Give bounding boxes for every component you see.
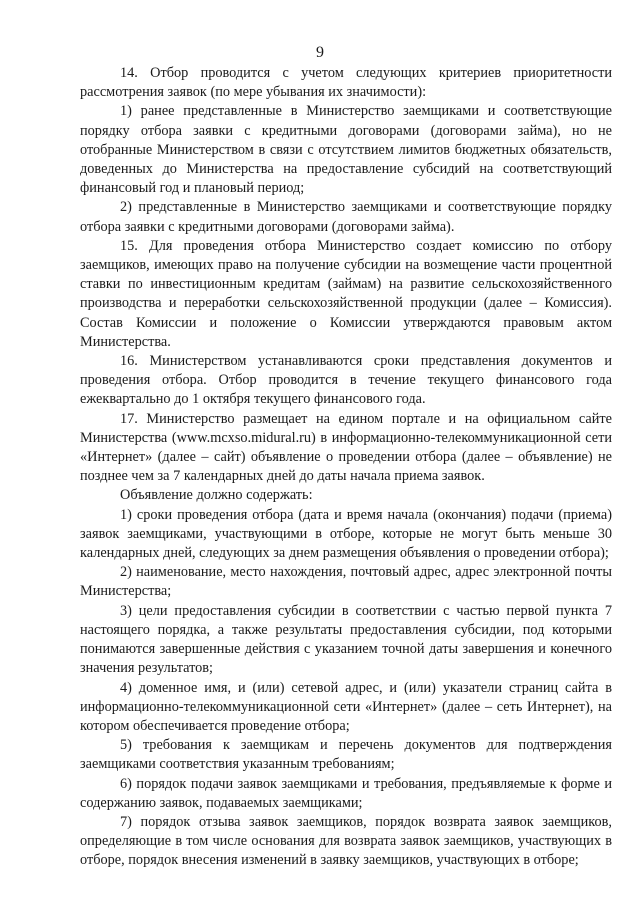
paragraph-criterion-2: 2) представленные в Министерство заемщиками и соответствующие порядку отбора заявки с кредитными договорами (договорами займа). — [80, 199, 612, 235]
paragraph-announcement-contents-intro: Объявление должно содержать: — [120, 487, 313, 504]
paragraph-17-announcement: 17. Министерство размещает на едином портале и на официальном сайте Министерства (www.mcxso.midural.ru) в информационно-телекоммуникационной сети «Интернет» (далее – сайт) объявление о проведении отбора (далее – объявление) не позднее чем за 7 календарных дней до даты начала приема заявок. — [80, 410, 612, 485]
paragraph-item-2-address: 2) наименование, место нахождения, почтовый адрес, адрес электронной почты Министерства; — [80, 564, 612, 600]
paragraph-14-criteria: 14. Отбор проводится с учетом следующих критериев приоритетности рассмотрения заявок (по мере убывания их значимости): — [80, 65, 612, 101]
page-number: 9 — [316, 44, 324, 61]
paragraph-item-5-requirements: 5) требования к заемщикам и перечень документов для подтверждения заемщиками соответствия указанным требованиям; — [80, 737, 612, 773]
document-body — [80, 64, 612, 871]
paragraph-item-3-goals: 3) цели предоставления субсидии в соответствии с частью первой пункта 7 настоящего порядка, а также результаты предоставления субсидии, под которыми понимаются завершенные действия с указанием точной даты завершения и конечного значения результатов; — [80, 602, 612, 677]
paragraph-item-4-domain: 4) доменное имя, и (или) сетевой адрес, и (или) указатели страниц сайта в информационно-телекоммуникационной сети «Интернет» (далее – сеть Интернет), на котором обеспечивается проведение отбора; — [80, 679, 612, 734]
paragraph-item-6-submission: 6) порядок подачи заявок заемщиками и требования, предъявляемые к форме и содержанию заявок, подаваемых заемщиками; — [80, 775, 612, 811]
paragraph-item-1-dates: 1) сроки проведения отбора (дата и время начала (окончания) подачи (приема) заявок заемщиками, участвующими в отборе, которые не могут быть меньше 30 календарных дней, следующих за днем размещения объявления о проведении отбора); — [80, 506, 612, 562]
paragraph-15-commission: 15. Для проведения отбора Министерство создает комиссию по отбору заемщиков, имеющих право на получение субсидии на возмещение части процентной ставки по инвестиционным кредитам (займам) на развитие сельскохозяйственного производства и переработки сельскохозяйственной продукции (далее – Комиссия). Состав Комиссии и положение о Комиссии утверждаются правовым актом Министерства. — [80, 237, 612, 350]
paragraph-item-7-withdrawal: 7) порядок отзыва заявок заемщиков, порядок возврата заявок заемщиков, определяющие в том числе основания для возврата заявок заемщиков, участвующих в отборе, порядок внесения изменений в заявку заемщиков, участвующих в отборе; — [80, 813, 612, 869]
paragraph-criterion-1: 1) ранее представленные в Министерство заемщиками и соответствующие порядку отбора заявки с кредитными договорами (договорами займа), но не отобранные Министерством в связи с отсутствием лимитов бюджетных обязательств, доведенных до Министерства на предоставление субсидий на соответствующий финансовый год и плановый период; — [80, 103, 612, 197]
paragraph-16-deadlines: 16. Министерством устанавливаются сроки представления документов и проведения отбора. Отбор проводится в течение текущего финансового года ежеквартально до 1 октября текущего финансового года. — [80, 353, 612, 408]
